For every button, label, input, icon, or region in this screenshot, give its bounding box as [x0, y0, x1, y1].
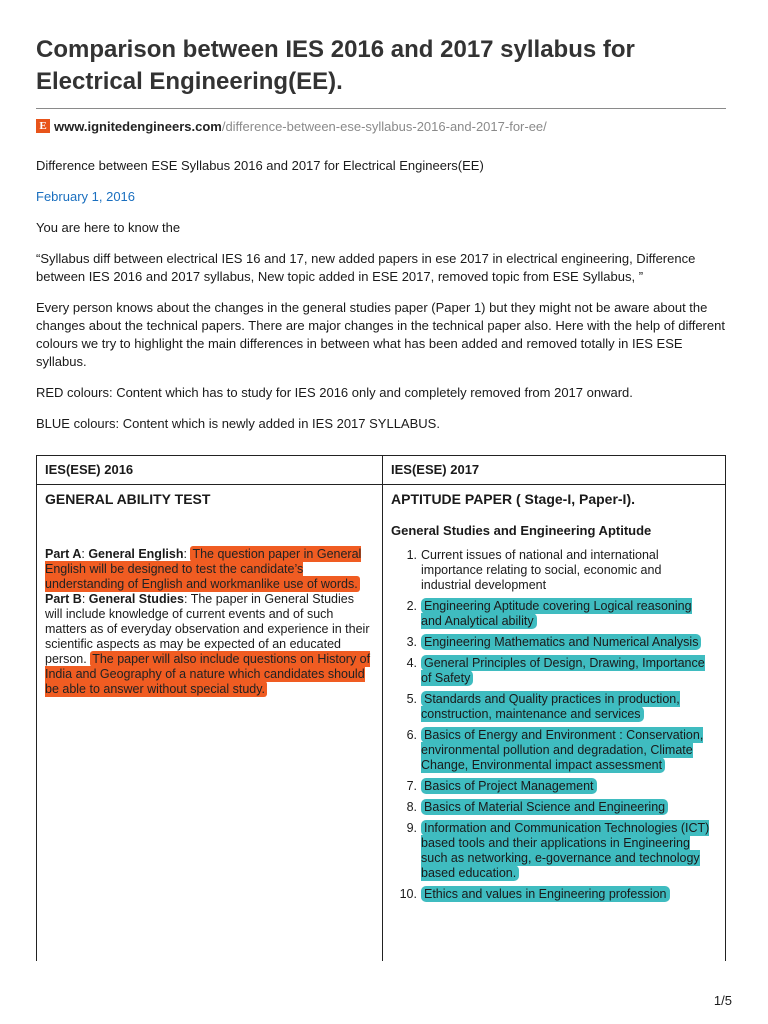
- column-header-2017: IES(ESE) 2017: [383, 456, 725, 485]
- part-b-separator: :: [81, 592, 89, 606]
- know-text: You are here to know the: [36, 220, 181, 235]
- topic-item: [391, 887, 725, 902]
- site-logo-icon: E: [36, 119, 50, 133]
- topic-item: [391, 635, 725, 650]
- topic-text-wrap: [421, 599, 711, 629]
- topic-text-wrap: [421, 728, 711, 773]
- part-a-colon: :: [183, 547, 187, 561]
- part-a-separator: :: [81, 547, 89, 561]
- topic-number: 8.: [406, 800, 417, 814]
- topic-item: [391, 599, 725, 629]
- topic-text-wrap: [421, 779, 711, 794]
- general-ability-test-title: GENERAL ABILITY TEST: [45, 491, 211, 507]
- topic-number: 9.: [406, 821, 417, 835]
- topic-text-wrap: [421, 635, 711, 650]
- section-heading: General Studies and Engineering Aptitude: [391, 523, 652, 538]
- url-path[interactable]: /difference-between-ese-syllabus-2016-and-2017-for-ee/: [221, 118, 547, 134]
- topic-text-wrap: [421, 821, 711, 881]
- aptitude-paper-title: APTITUDE PAPER ( Stage-I, Paper-I).: [391, 491, 635, 507]
- removed-content-part-a: The question paper in General English will be designed to test the candidate’s understanding of English and workmanlike use of words.: [45, 547, 362, 591]
- url-domain[interactable]: www.ignitedengineers.com: [54, 118, 222, 134]
- topic-number: 4.: [406, 656, 417, 670]
- removed-content-part-b: The paper will also include questions on History of India and Geography of a nature which candidates should be able to answer without special study.: [45, 652, 371, 696]
- part-b-text: : The paper in General Studies will include knowledge of current events and of such matters as of everyday observation and experience in their scientific aspects as may be expected of an educated person.: [45, 592, 370, 666]
- added-topic-text: Standards and Quality practices in production, construction, maintenance and services: [421, 692, 680, 721]
- document-page: [36, 0, 726, 901]
- topic-item: [391, 728, 725, 773]
- topic-number: 6.: [406, 728, 417, 742]
- part-b-label: Part B: [45, 592, 82, 606]
- topic-item: [391, 656, 725, 686]
- source-url[interactable]: [36, 117, 726, 135]
- post-date[interactable]: February 1, 2016: [36, 189, 136, 204]
- topic-text-wrap: [421, 887, 711, 902]
- added-topic-text: Information and Communication Technologies (ICT) based tools and their applications in Engineering such as networking, e-governance and technology based education.: [421, 821, 710, 880]
- topic-item: [391, 800, 725, 815]
- topic-item: [391, 692, 725, 722]
- column-header-2016: IES(ESE) 2016: [37, 456, 382, 485]
- column-2016: [37, 456, 383, 961]
- page-title: Comparison between IES 2016 and 2017 syllabus for Electrical Engineering(EE).: [36, 36, 635, 95]
- topic-number: 1.: [406, 548, 417, 562]
- added-topic-text: Engineering Mathematics and Numerical Analysis: [421, 634, 701, 650]
- topic-list: [383, 548, 725, 902]
- added-topic-text: Ethics and values in Engineering profession: [421, 886, 670, 902]
- general-ability-test-body: [37, 507, 382, 697]
- added-topic-text: Basics of Energy and Environment : Conservation, environmental pollution and degradation, Climate Change, Environmental impact assessment: [421, 728, 704, 772]
- page-number: 1/5: [713, 993, 732, 1008]
- part-a-name: General English: [88, 547, 184, 561]
- intro-text: Difference between ESE Syllabus 2016 and 2017 for Electrical Engineers(EE): [36, 158, 484, 173]
- topic-number: 2.: [406, 599, 417, 613]
- topic-text-wrap: [421, 692, 711, 722]
- blue-legend-text: BLUE colours: Content which is newly added in IES 2017 SYLLABUS.: [36, 416, 440, 431]
- topic-item: [391, 779, 725, 794]
- topic-item: [391, 548, 725, 593]
- topic-text-wrap: [421, 800, 711, 815]
- topic-number: 10.: [399, 887, 417, 901]
- title-divider: [36, 108, 726, 109]
- part-b-name: General Studies: [88, 592, 184, 606]
- added-topic-text: Basics of Project Management: [421, 778, 597, 794]
- syllabus-comparison-table: [36, 455, 726, 961]
- added-topic-text: General Principles of Design, Drawing, Importance of Safety: [421, 656, 705, 685]
- topic-text-wrap: [421, 548, 711, 593]
- topic-number: 3.: [406, 635, 417, 649]
- column-2017: [383, 456, 725, 961]
- quote-text: “Syllabus diff between electrical IES 16 and 17, new added papers in ese 2017 in electrical engineering, Difference between IES 2016 and 2017 syllabus, New topic added in ESE 2017, removed topic from ESE Syllabus, ”: [36, 251, 696, 284]
- explanation-text: Every person knows about the changes in the general studies paper (Paper 1) but they might not be aware about the changes about the technical papers. There are major changes in the technical paper also. Here with the help of different colours we try to highlight the main differences in between what has been added and removed totally in IES ESE syllabus.: [36, 300, 725, 369]
- red-legend-text: RED colours: Content which has to study for IES 2016 only and completely removed from 2017 onward.: [36, 385, 633, 400]
- topic-item: [391, 821, 725, 881]
- added-topic-text: Engineering Aptitude covering Logical reasoning and Analytical ability: [421, 599, 692, 628]
- topic-number: 7.: [406, 779, 417, 793]
- added-topic-text: Basics of Material Science and Engineering: [421, 799, 668, 815]
- part-a-label: Part A: [45, 547, 82, 561]
- topic-text-wrap: [421, 656, 711, 686]
- topic-text: Current issues of national and international importance relating to social, economic and industrial development: [421, 548, 662, 592]
- topic-number: 5.: [406, 692, 417, 706]
